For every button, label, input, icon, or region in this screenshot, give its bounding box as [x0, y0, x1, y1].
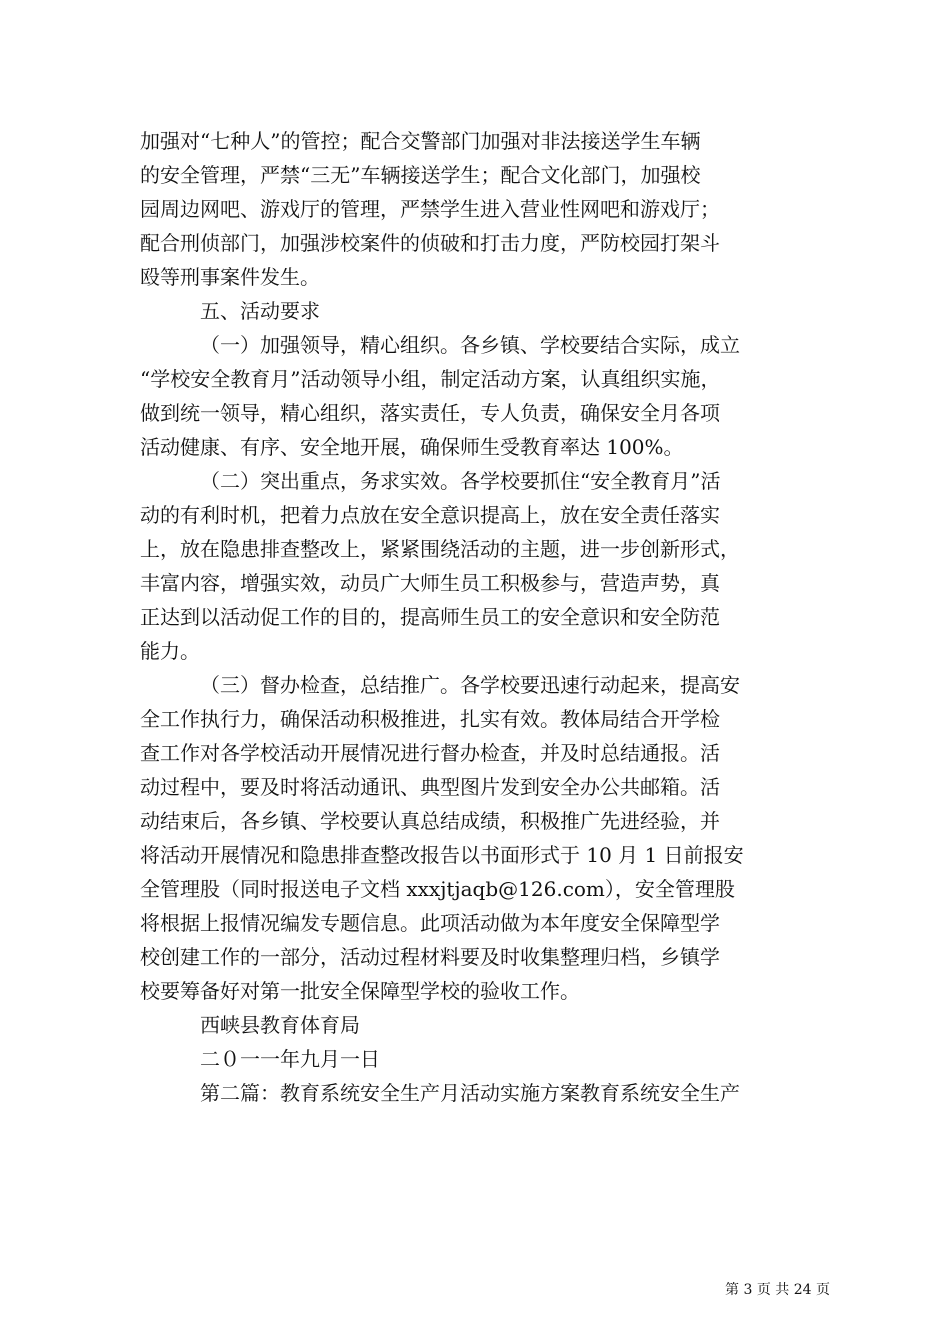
- text-line: 丰富内容，增强实效，动员广大师生员工积极参与，营造声势，真: [140, 571, 720, 595]
- text-line: 全管理股（同时报送电子文档 xxxjtjaqb@126.com），安全管理股: [140, 877, 735, 901]
- text-line: 的安全管理，严禁“三无”车辆接送学生；配合文化部门，加强校: [140, 163, 701, 187]
- text-line: 二０一一年九月一日: [200, 1047, 380, 1071]
- text-line: 动结束后，各乡镇、学校要认真总结成绩，积极推广先进经验，并: [140, 809, 720, 833]
- text-line: 园周边网吧、游戏厅的管理，严禁学生进入营业性网吧和游戏厅；: [140, 197, 720, 221]
- text-line: （二）突出重点，务求实效。各学校要抓住“安全教育月”活: [200, 469, 721, 493]
- text-line: 能力。: [140, 639, 200, 663]
- text-line: 校创建工作的一部分，活动过程材料要及时收集整理归档，乡镇学: [140, 945, 720, 969]
- text-line: 做到统一领导，精心组织，落实责任，专人负责，确保安全月各项: [140, 401, 720, 425]
- page-number-footer: 第 3 页 共 24 页: [725, 1282, 830, 1298]
- text-line: “学校安全教育月”活动领导小组，制定活动方案，认真组织实施，: [140, 367, 721, 391]
- text-line: 正达到以活动促工作的目的，提高师生员工的安全意识和安全防范: [140, 605, 720, 629]
- text-line: 将活动开展情况和隐患排查整改报告以书面形式于 10 月 1 日前报安: [140, 843, 744, 867]
- text-line: （一）加强领导，精心组织。各乡镇、学校要结合实际，成立: [200, 333, 740, 357]
- text-line: 将根据上报情况编发专题信息。此项活动做为本年度安全保障型学: [140, 911, 720, 935]
- text-line: 殴等刑事案件发生。: [140, 265, 320, 289]
- text-line: 上，放在隐患排查整改上，紧紧围绕活动的主题，进一步创新形式，: [140, 537, 740, 561]
- document-body: [140, 124, 820, 1110]
- text-line: 西峡县教育体育局: [200, 1013, 360, 1037]
- text-line: 五、活动要求: [200, 299, 320, 323]
- text-line: 活动健康、有序、安全地开展，确保师生受教育率达 100%。: [140, 435, 684, 459]
- text-line: 全工作执行力，确保活动积极推进，扎实有效。教体局结合开学检: [140, 707, 720, 731]
- text-line: 第二篇：教育系统安全生产月活动实施方案教育系统安全生产: [200, 1081, 740, 1105]
- text-line: 配合刑侦部门，加强涉校案件的侦破和打击力度，严防校园打架斗: [140, 231, 720, 255]
- text-line: 加强对“七种人”的管控；配合交警部门加强对非法接送学生车辆: [140, 129, 701, 153]
- text-line: 校要筹备好对第一批安全保障型学校的验收工作。: [140, 979, 580, 1003]
- text-line: 动的有利时机，把着力点放在安全意识提高上，放在安全责任落实: [140, 503, 720, 527]
- text-line: 查工作对各学校活动开展情况进行督办检查，并及时总结通报。活: [140, 741, 720, 765]
- text-line: （三）督办检查，总结推广。各学校要迅速行动起来，提高安: [200, 673, 740, 697]
- text-line: 动过程中，要及时将活动通讯、典型图片发到安全办公共邮箱。活: [140, 775, 720, 799]
